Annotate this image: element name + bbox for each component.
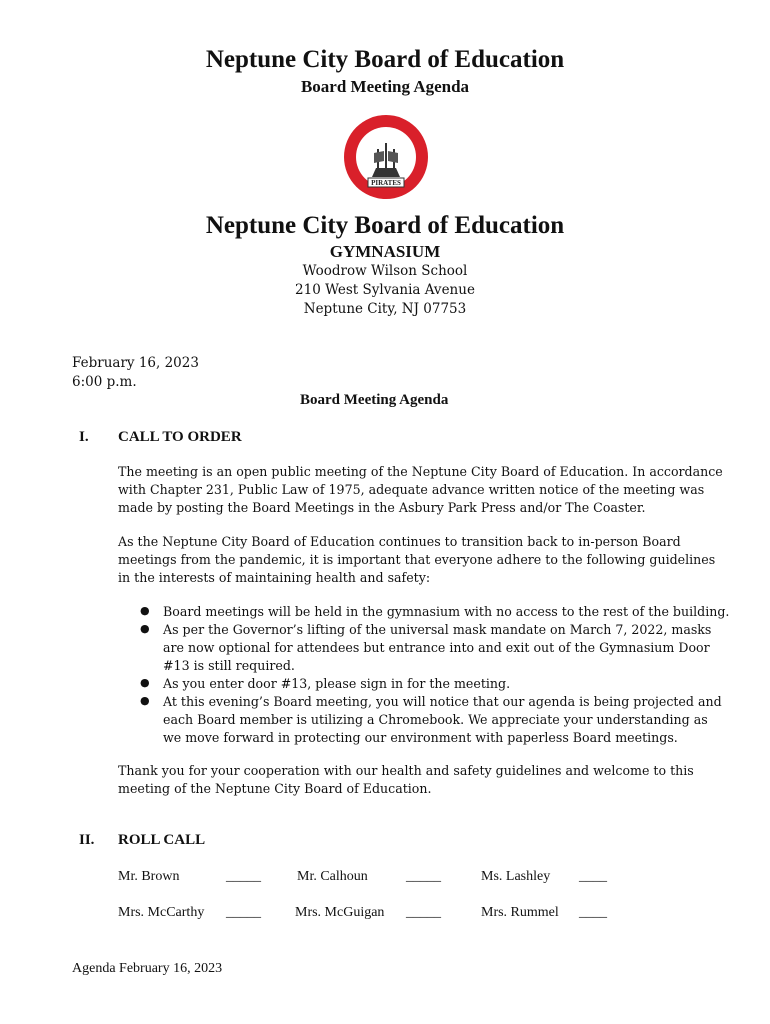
paragraph [118, 463, 723, 517]
bullet-item [163, 693, 722, 747]
section-number: I. [79, 429, 89, 445]
bullet-item [163, 675, 510, 693]
agenda-heading: Board Meeting Agenda [300, 392, 449, 408]
paragraph [118, 762, 694, 798]
school-district-logo [336, 113, 436, 201]
text-line: in the interests of maintaining health and safety: [118, 570, 431, 585]
section-title: CALL TO ORDER [118, 429, 242, 445]
bullet-icon: ● [140, 694, 150, 707]
address-line: 210 West Sylvania Avenue [295, 282, 475, 298]
roll-call-name: Ms. Lashley [481, 869, 551, 884]
bullet-item [163, 621, 711, 675]
text-line: Board meetings will be held in the gymnasium with no access to the rest of the building. [163, 604, 730, 619]
roll-call-name: Mrs. Rummel [481, 905, 559, 920]
bullet-icon: ● [140, 622, 150, 635]
text-line: #13 is still required. [163, 658, 295, 673]
section-number: II. [79, 832, 95, 848]
text-line: As per the Governor’s lifting of the universal mask mandate on March 7, 2022, masks [163, 622, 712, 637]
roll-call-name: Mr. Brown [118, 869, 180, 884]
bullet-icon: ● [140, 604, 150, 617]
roll-call-name: Mrs. McGuigan [295, 905, 385, 920]
text-line: Thank you for your cooperation with our health and safety guidelines and welcome to this [118, 763, 694, 778]
roll-call-name: Mr. Calhoun [297, 869, 368, 884]
bullet-icon: ● [140, 676, 150, 689]
text-line: As the Neptune City Board of Education continues to transition back to in-person Board [118, 534, 681, 549]
text-line: each Board member is utilizing a Chromebook. We appreciate your understanding as [163, 712, 708, 727]
roll-call-blank: _____ [226, 869, 261, 884]
text-line: are now optional for attendees but entrance into and exit out of the Gymnasium Door [163, 640, 710, 655]
page-subtitle: Board Meeting Agenda [300, 77, 470, 96]
text-line: At this evening’s Board meeting, you will notice that our agenda is being projected and [163, 694, 722, 709]
page-title: Neptune City Board of Education [205, 46, 565, 73]
text-line: we move forward in protecting our environment with paperless Board meetings. [163, 730, 678, 745]
address-line: Neptune City, NJ 07753 [303, 301, 467, 317]
meeting-time: 6:00 p.m. [72, 374, 137, 390]
text-line: meeting of the Neptune City Board of Education. [118, 781, 432, 796]
text-line: with Chapter 231, Public Law of 1975, adequate advance written notice of the meeting was [118, 482, 705, 497]
text-line: The meeting is an open public meeting of the Neptune City Board of Education. In accordance [118, 464, 723, 479]
roll-call-blank: ____ [579, 905, 607, 920]
address-line: Woodrow Wilson School [302, 263, 468, 279]
page-footer: Agenda February 16, 2023 [72, 961, 223, 976]
roll-call-blank: _____ [406, 869, 441, 884]
roll-call-name: Mrs. McCarthy [118, 905, 205, 920]
text-line: made by posting the Board Meetings in the Asbury Park Press and/or The Coaster. [118, 500, 646, 515]
roll-call-blank: _____ [226, 905, 261, 920]
svg-text:PIRATES: PIRATES [371, 179, 401, 187]
meeting-date: February 16, 2023 [72, 355, 199, 371]
paragraph [118, 533, 715, 587]
roll-call-blank: _____ [406, 905, 441, 920]
venue-title: Neptune City Board of Education [205, 212, 565, 239]
venue-room: GYMNASIUM [329, 242, 441, 261]
text-line: meetings from the pandemic, it is important that everyone adhere to the following guidelines [118, 552, 716, 567]
text-line: As you enter door #13, please sign in for the meeting. [163, 676, 511, 691]
bullet-item [163, 603, 729, 621]
section-title: ROLL CALL [118, 832, 206, 848]
roll-call-blank: ____ [579, 869, 607, 884]
